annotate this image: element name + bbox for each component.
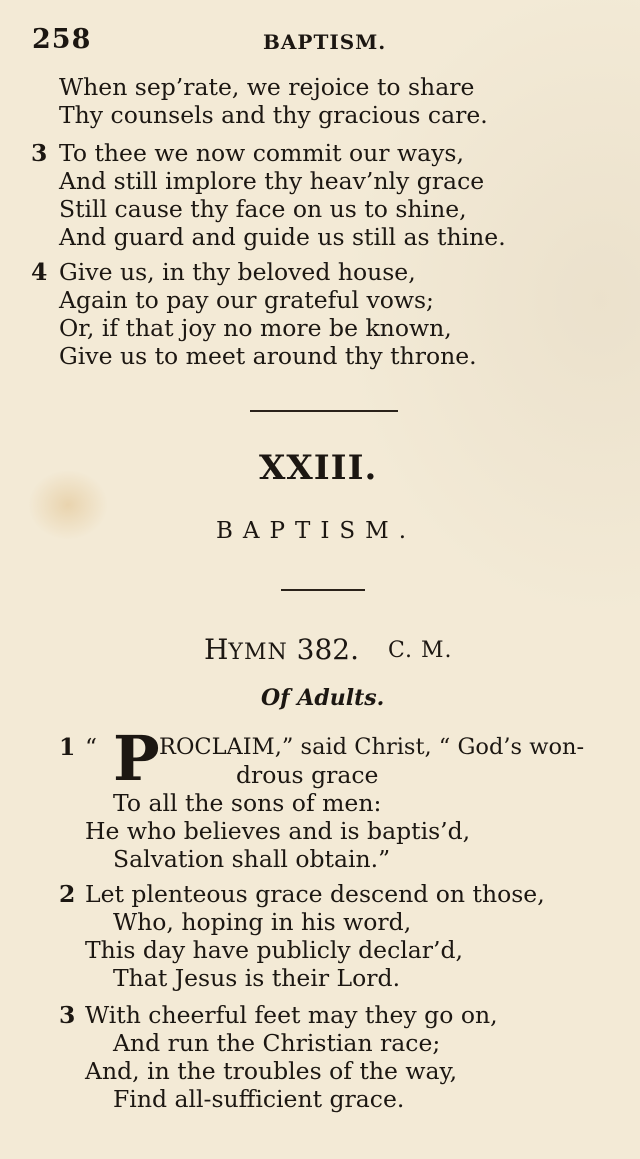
verse-line: ROCLAIM,” said Christ, “ God’s won- — [159, 734, 585, 760]
divider-rule — [250, 410, 398, 412]
hymn-label-rest: YMN — [228, 640, 288, 665]
section-title: BAPTISM. — [216, 518, 417, 544]
verse-number: 1 — [59, 733, 76, 761]
verse-number: 3 — [31, 139, 48, 167]
verse-line: Let plenteous grace descend on those, — [85, 880, 545, 908]
hymn-meter: C. M. — [388, 638, 453, 663]
hymn-label-initial: H — [204, 633, 229, 666]
verse-line: Again to pay our grateful vows; — [59, 286, 434, 314]
verse-line: Give us, in thy beloved house, — [59, 258, 416, 286]
section-number: XXIII. — [259, 448, 378, 488]
hymn-heading — [204, 633, 359, 666]
verse-line: To thee we now commit our ways, — [59, 139, 464, 167]
verse-line: This day have publicly declar’d, — [85, 936, 463, 964]
verse-line: With cheerful feet may they go on, — [85, 1001, 498, 1029]
verse-line: drous grace — [236, 761, 379, 789]
verse-line: Who, hoping in his word, — [113, 908, 412, 936]
open-quote: “ — [85, 733, 98, 761]
hymn-subtitle: Of Adults. — [261, 685, 385, 711]
verse-line: To all the sons of men: — [113, 789, 382, 817]
verse-number: 4 — [31, 258, 48, 286]
verse-line: Thy counsels and thy gracious care. — [59, 101, 488, 129]
verse-number: 3 — [59, 1001, 76, 1029]
verse-line: Find all-sufficient grace. — [113, 1085, 405, 1113]
verse-line: Still cause thy face on us to shine, — [59, 195, 467, 223]
page-number: 258 — [32, 24, 92, 55]
verse-line: Or, if that joy no more be known, — [59, 314, 452, 342]
verse-line: And still implore thy heav’nly grace — [59, 167, 485, 195]
verse-line: And, in the troubles of the way, — [85, 1057, 458, 1085]
verse-line: And run the Christian race; — [113, 1029, 441, 1057]
verse-line: Salvation shall obtain.” — [113, 845, 391, 873]
hymn-number: 382. — [296, 633, 359, 666]
drop-cap: P — [113, 722, 160, 795]
verse-line: And guard and guide us still as thine. — [59, 223, 506, 251]
verse-line: Give us to meet around thy throne. — [59, 342, 477, 370]
verse-line: When sep’rate, we rejoice to share — [59, 73, 475, 101]
verse-number: 2 — [59, 880, 76, 908]
verse-line: That Jesus is their Lord. — [113, 964, 401, 992]
verse-line: He who believes and is baptis’d, — [85, 817, 471, 845]
running-header: BAPTISM. — [263, 30, 387, 54]
divider-rule — [281, 589, 365, 591]
